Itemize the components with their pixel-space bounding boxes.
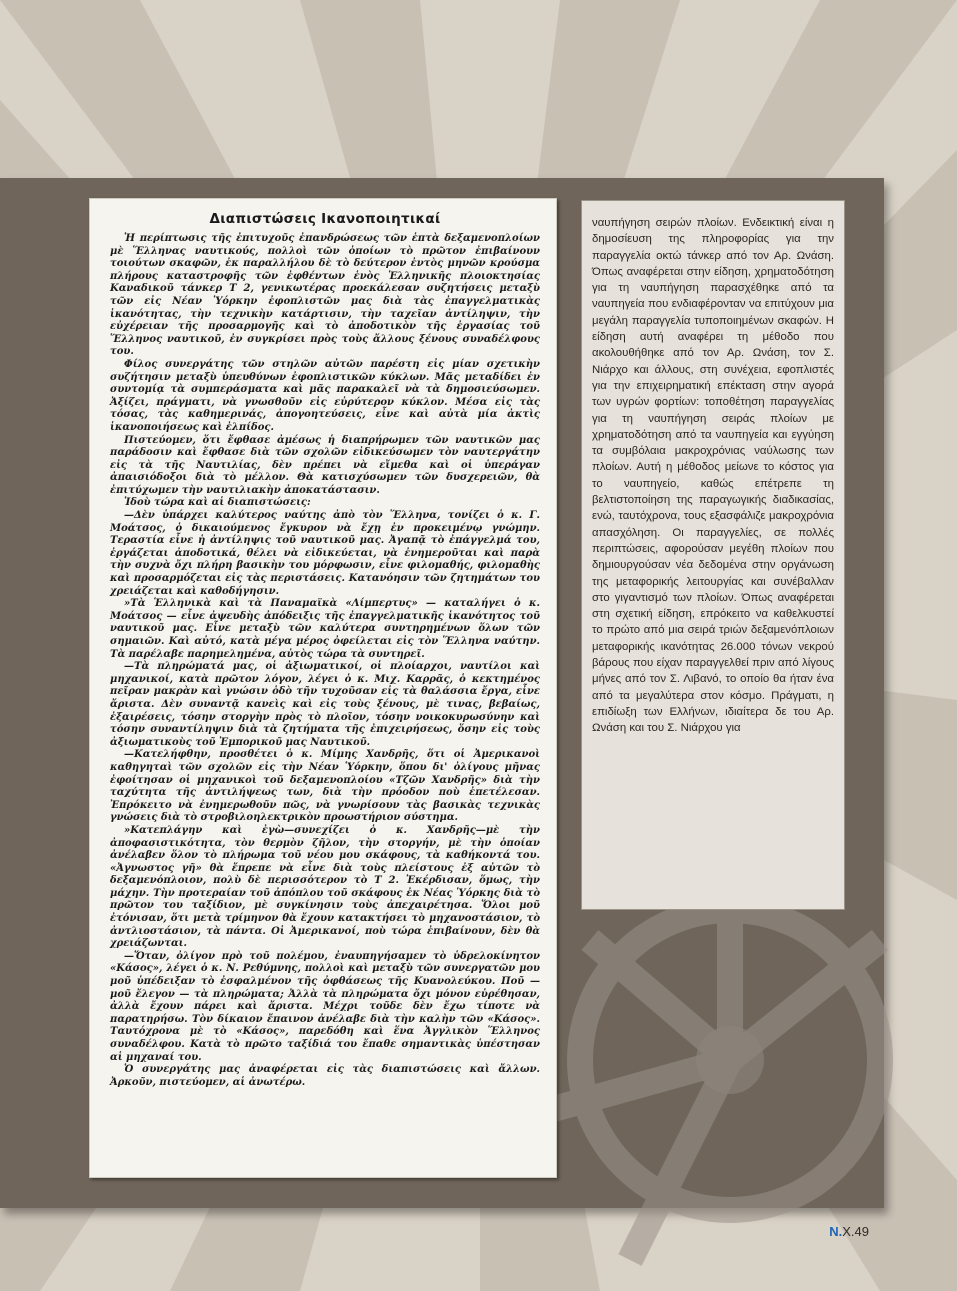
clipping-title: Διαπιστώσεις Ικανοποιητικαί	[209, 211, 441, 227]
clipping-paragraph: Ὁ συνεργάτης μας ἀναφέρεται εἰς τὰς διαπιστώσεις καὶ ἄλλων. Ἀρκοῦν, πιστεύομεν, αἱ ἀνωτέρω.	[110, 1064, 540, 1088]
clipping-paragraph: Πιστεύομεν, ὅτι ἔφθασε ἀμέσως ἡ διαπρήρωμεν τῶν ναυτικῶν μας παράδοσιν καὶ ἔφθασε διὰ τῶν σχολῶν εἰδικεύσωμεν τὸν ναυτεργάτην εἰς τὰ τῆς Ναυτιλίας, δὲν πρέπει νὰ εἴμεθα καὶ οἱ ὑπεράγαν ἀπαισιόδοξοι διὰ τὸ μέλλον. Θὰ κατισχύσωμεν τῶν δυσχερειῶν, θὰ ἐπιτύχωμεν τὴν ναυτιλιακὴν ἀποκατάστασιν.	[110, 434, 540, 496]
clipping-paragraph: —Δὲν ὑπάρχει καλύτερος ναύτης ἀπὸ τὸν Ἕλληνα, τονίζει ὁ κ. Γ. Μοάτσος, ὁ δικαιούμενος ἔγκυρον νὰ ἔχῃ ἐν προκειμένῳ γνώμην. Τεραστία εἶνε ἡ ἀντίληψις τοῦ ναυτικοῦ μας. Ἀγαπᾷ τὸ ἐπάγγελμά του, ἐργάζεται ἀποδοτικά, θέλει νὰ εἰδικεύεται, νὰ ἐνημεροῦται καὶ παρὰ τὴν συχνὰ ὄχι πλήρη βασικὴν του μόρφωσιν, εἶνε φιλομαθής, φιλομαθὴς καὶ προσαρμόζεται εἰς τὰς περιστάσεις. Κατανόησιν τῶν ζητημάτων του χρειάζεται καὶ καθοδήγησιν.	[110, 510, 540, 597]
brand-x: Χ.	[842, 1224, 855, 1239]
clipping-paragraph: —Ὅταν, ὀλίγον πρὸ τοῦ πολέμου, ἐναυπηγήσαμεν τὸ ὑδρελοκίνητον «Κάσος», λέγει ὁ κ. Ν. Ρεθύμνης, πολλοὶ καὶ μεταξὺ τῶν συνεργατῶν μου μοῦ ὑπέδειξαν τὸ ἐσφαλμένον τῆς ὀφθάσεως τῆς Κυανολεύκου. Ποῦ — μοῦ ἔλεγον — τὰ πληρώματα; Ἀλλὰ τὰ πληρώματα ὄχι μόνον εὑρέθησαν, ἀλλὰ ἔχουν πάρει καὶ ἄριστα. Μέχρι τοῦδε δὲν ἔχω τίποτε νὰ παρατηρήσω. Τὸν δίκαιον ἔπαινον ἀνέλαβε διὰ τὴν καλὴν τῶν «Κάσος». Ταυτόχρονα μὲ τὸ «Κάσος», παρεδόθη καὶ ἕνα Ἀγγλικὸν Ἕλληνος συναδέλφου. Κατὰ τὸ πρῶτο ταξίδιά του ἔπαθε σημαντικὰς ὑπέστησαν αἱ μηχαναί του.	[110, 950, 540, 1063]
article-body: ναυπήγηση σειρών πλοίων. Ενδεικτική είναι η δημοσίευση της πληροφορίας για την παραγγελία οκτώ τάνκερ από τον Αρ. Ωνάση. Όπως αναφέρεται στην είδηση, χρηματοδότηση για τη ναυπήγηση παρασχέθηκε από τα ναυπηγεία που ενδιαφέρονταν να επιτύχουν μια μεγάλη παραγγελία τυποποιημένων σκαφών. Η είδηση αυτή αναφέρει τη μέθοδο που ακολουθήθηκε από τον Αρ. Ωνάση, τον Σ. Νιάρχο και άλλους, στη συνέχεια, εφοπλιστές για την επιχειρηματική επέκταση στην αγορά των υγρών φορτίων: τοποθέτηση παραγγελίας για τη ναυπήγηση σειράς πλοίων με χρηματοδότηση από τα ναυπηγεία και εγγύηση τα συμβόλαια μακροχρόνιας ναύλωσης των πλοίων. Αυτή η μέθοδος μείωνε το κόστος για το ναυπηγείο, καθώς επέτρεπε τη βελτιστοποίηση της παραγωγικής διαδικασίας, ενώ, ταυτόχρονα, τους εξασφάλιζε μακροχρόνια απασχόληση. Οι παραγγελίες, σε πολλές περιπτώσεις, αφορούσαν μεγέθη πλοίων που δημιουργούσαν νέα δεδομένα στην οργάνωση της μεταφορικής λειτουργίας και συνέβαλλαν στο γιγαντισμό των πλοίων. Όπως αναφέρεται στη σχετική είδηση, επρόκειτο να καθελκυστεί το πρώτο από μια σειρά τριών δεξαμενόπλοιων μεταφορικής ικανότητας 26.000 τόνων νεκρού βάρους που είχαν παραγγελθεί πριν από λίγους μήνες από τον Σ. Λιβανό, το οποίο θα ήταν ένα από τα μεγαλύτερα στον κόσμο. Πράγματι, η επιδίωξη των Ελλήνων, ιδιαίτερα δε του Αρ. Ωνάση και του Σ. Νιάρχου για	[592, 217, 834, 735]
clipping-paragraph: —Τὰ πληρώματά μας, οἱ ἀξιωματικοί, οἱ πλοίαρχοι, ναυτίλοι καὶ μηχανικοί, κατὰ πρῶτον λόγον, λέγει ὁ κ. Μιχ. Καρρᾶς, ὁ κεκτημένος πεῖραν μακρὰν καὶ γνώσιν ὁδὸ τῆν τυχοῦσαν εἰς τὰ θαλάσσια ἔργα, εἶνε ἄριστα. Δὲν συναντᾷ κανεὶς καὶ εἰς τοὺς ξένους, μὲ τινας, βεβαίως, ἐξαιρέσεις, τόσην στοργὴν πρὸς τὸ πλοῖον, τόσην νοικοκυρωσύνην καὶ τόσην συναντίληψιν διὰ τὰ ζητήματα τῆς ἐπιχειρήσεως, ὅσην εἰς τοὺς ἀξιωματικοὺς τοῦ Ἐμπορικοῦ μας Ναυτικοῦ.	[110, 661, 540, 748]
clipping-paragraph: Φίλος συνεργάτης τῶν στηλῶν αὐτῶν παρέστη εἰς μίαν σχετικὴν συζήτησιν μεταξὺ ὑπευθύνων ἐφοπλιστικῶν κύκλων. Μᾶς μεταδίδει ἐν συντομίᾳ τὰ συμπεράσματα καὶ μᾶς παρακαλεῖ νὰ τὰ δημοσιεύσωμεν. Ἀξίζει, πράγματι, νὰ γνωσθοῦν εἰς εὐρύτερον κύκλον. Μέσα εἰς τὰς τόσας, τὰς καθημερινάς, ἀπογοητεύσεις, εἶνε καὶ αὐτὰ μία ἀκτὶς ἱκανοποιήσεως καὶ ἐλπίδος.	[110, 358, 540, 433]
page-footer	[829, 1224, 869, 1239]
clipping-paragraph: Ἰδοὺ τώρα καὶ αἱ διαπιστώσεις:	[124, 497, 311, 509]
clipping-paragraph: —Κατελήφθην, προσθέτει ὁ κ. Μίμης Χανδρῆς, ὅτι οἱ Ἀμερικανοὶ καθηγηταὶ τῶν σχολῶν εἰς τὴν Νέαν Ὑόρκην, ὅπου δι' ὀλίγους μῆνας ἐφοίτησαν οἱ μηχανικοὶ τοῦ δεξαμενοπλοίου «Τζῶν Χανδρῆς» διὰ τὴν ταχύτητα τῆς ἀντιλήψεως των, διὰ τὴν πρόοδον ποὺ ἐπετέλεσαν. Ἐπρόκειτο νὰ ἐνημερωθοῦν πῶς, νὰ γνωρίσουν τὰς βασικὰς τεχνικὰς γνώσεις διὰ τὸ στροβιλοηλεκτρικὸν προωστήριον σύστημα.	[110, 749, 540, 824]
page-number: 49	[854, 1224, 869, 1239]
clipping-paragraph: Ἡ περίπτωσις τῆς ἐπιτυχοῦς ἐπανδρώσεως τῶν ἑπτὰ δεξαμενοπλοίων μὲ Ἕλληνας ναυτικούς, πολλοὶ τῶν ὁποίων τὸ πρῶτον ἐπιβαίνουν τοιούτων σκαφῶν, ἐκ παραλλήλου δὲ τὸ δεύτερον ἐντὸς μηνῶν κρούσμα πλήρους καταστροφῆς τῶν ἐφθέντων ἑνὸς Ἑλληνικῆς πλοιοκτησίας Καναδικοῦ τάνκερ Τ 2, γενικωτέρας προεκάλεσαν συζητήσεις μεταξὺ τῶν εἰς Νέαν Ὑόρκην ἐφοπλιστῶν μας διὰ τὰς ἐπαγγελματικὰς ἱκανότητας, τὴν τεχνικὴν κατάρτισιν, τὴν ταχεῖαν ἀντίληψιν, τὴν εὐχέρειαν τῆς προσαρμογῆς καὶ τὸ ἀποδοτικὸν τῆς ἐργασίας τοῦ Ἕλληνος ναυτικοῦ, ἐν συγκρίσει πρὸς τοὺς ἄλλους ξένους συναδέλφους του.	[110, 233, 540, 358]
newspaper-clipping	[89, 198, 557, 1178]
clipping-paragraph: »Τὰ Ἑλληνικὰ καὶ τὰ Παναμαϊκὰ «Λίμπερτυς» — καταλήγει ὁ κ. Μοάτσος — εἶνε ἀψευδὴς ἀπόδειξις τῆς ἐπαγγελματικῆς ἱκανότητος τοῦ ναυτικοῦ μας. Εἶνε μεταξὺ τῶν καλύτερα συντηρημένων ὅλων τῶν σημαιῶν. Καὶ αὐτό, κατὰ μέγα μέρος ὀφείλεται εἰς τὸν Ἕλληνα ναύτην. Τὰ παρέλαβε παρημελημένα, αὐτὸς τώρα τὰ συντηρεῖ.	[110, 598, 540, 660]
clipping-paragraph: »Κατεπλάγην καὶ ἐγὼ—συνεχίζει ὁ κ. Χανδρῆς—μὲ τὴν ἀποφασιστικότητα, τὸν θερμὸν ζῆλον, τὴν στοργήν, μὲ τὴν ὁποίαν ἀνέλαβεν ὅλον τὸ πλήρωμα τοῦ νέου μου σκάφους, τὰ καθήκοντά του. «Ἀγνωστος γῆ» θὰ ἔπρεπε νὰ εἶνε διὰ τοὺς πλείστους ἐξ αὐτῶν τὸ δεξαμενόπλοιον, πολὺ δὲ περισσότερον τὸ Τ 2. Ἐκέρδισαν, ὅμως, τὴν μάχην. Τὴν προτεραίαν τοῦ ἀπόπλου τοῦ σκάφους ἐκ Νέας Ὑόρκης διὰ τὸ πρῶτον του ταξίδιον, μὲ συγκίνησιν τοὺς ἀπεχαιρέτησα. Ὅλοι μοῦ ἐτόνισαν, ὅτι μετὰ τρίμηνον θὰ ἔχουν κατακτήσει τὸ μηχανοστάσιον, τὸ ἀντλιοστάσιον, τὰ πάντα. Οἱ Ἀμερικανοί, ποὺ τώρα ἐπιβαίνουν, δὲν θὰ χρειάζωνται.	[110, 824, 540, 950]
brand-n: Ν.	[829, 1224, 843, 1239]
article-text-box	[581, 200, 845, 910]
